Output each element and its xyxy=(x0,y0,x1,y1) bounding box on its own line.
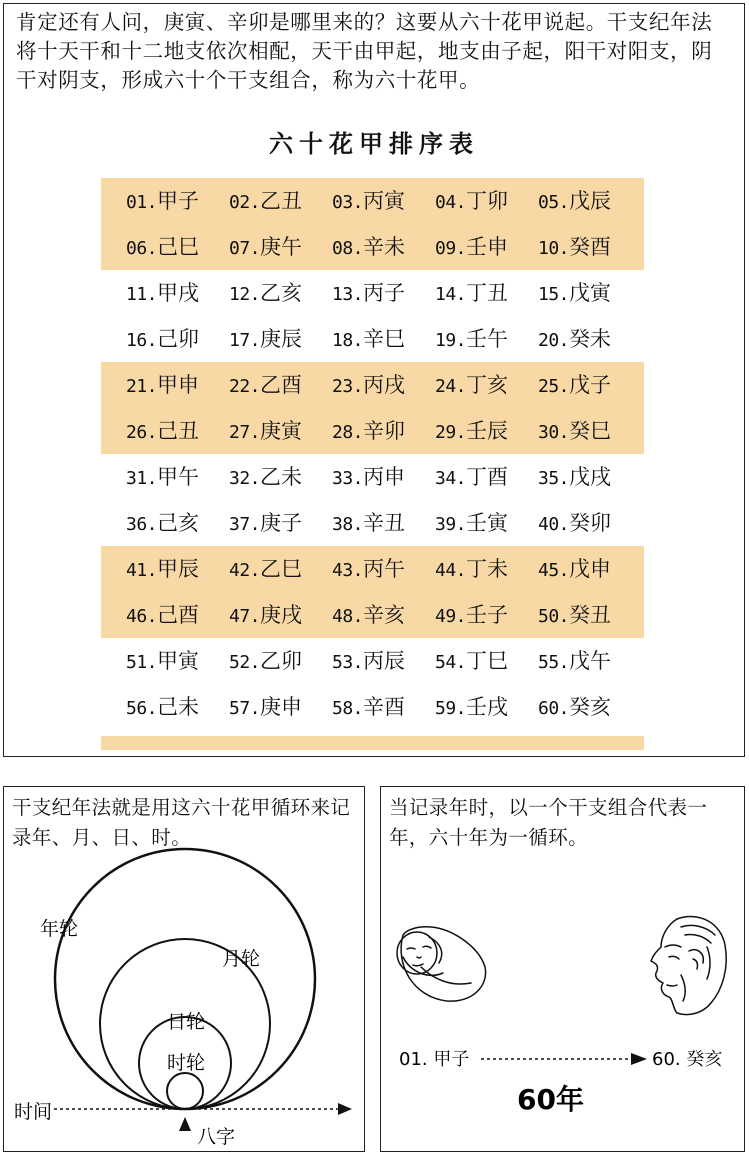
table-cell xyxy=(538,362,611,408)
cell-name: 庚午 xyxy=(260,235,303,259)
cell-name: 辛丑 xyxy=(363,511,406,535)
cell-number: 06. xyxy=(126,238,158,259)
cell-number: 20. xyxy=(538,330,570,351)
table-cell xyxy=(435,408,508,454)
cell-number: 43. xyxy=(332,560,364,581)
table-cell xyxy=(435,684,508,730)
wheels-diagram xyxy=(4,787,364,1151)
table-cell xyxy=(435,546,508,592)
cell-name: 甲子 xyxy=(157,189,200,213)
cell-name: 戊午 xyxy=(569,649,612,673)
wheels-panel xyxy=(3,786,365,1152)
cell-name: 戊申 xyxy=(569,557,612,581)
cell-name: 庚寅 xyxy=(260,419,303,443)
cell-number: 58. xyxy=(332,698,364,719)
shaded-band xyxy=(101,736,644,750)
cell-number: 38. xyxy=(332,514,364,535)
start-label: 01. 甲子 xyxy=(399,1049,470,1070)
cell-name: 甲戌 xyxy=(157,281,200,305)
cell-name: 癸亥 xyxy=(569,695,612,719)
baby-icon xyxy=(397,927,486,1001)
table-cell xyxy=(332,684,405,730)
cell-name: 癸卯 xyxy=(569,511,612,535)
cell-number: 44. xyxy=(435,560,467,581)
end-label: 60. 癸亥 xyxy=(652,1049,723,1070)
cell-name: 辛巳 xyxy=(363,327,406,351)
table-cell xyxy=(229,408,302,454)
cell-name: 癸未 xyxy=(569,327,612,351)
cell-name: 癸酉 xyxy=(569,235,612,259)
cell-number: 37. xyxy=(229,514,261,535)
table-cell xyxy=(435,178,508,224)
cell-number: 54. xyxy=(435,652,467,673)
month-wheel-label: 月轮 xyxy=(222,948,261,970)
table-cell xyxy=(538,270,611,316)
table-cell xyxy=(435,362,508,408)
table-cell xyxy=(435,316,508,362)
table-cell xyxy=(126,178,199,224)
cell-name: 辛未 xyxy=(363,235,406,259)
table-cell xyxy=(332,500,405,546)
cell-name: 癸巳 xyxy=(569,419,612,443)
cycle-panel-text: 当记录年时，以一个干支组合代表一年，六十年为一循环。 xyxy=(389,796,708,849)
table-cell xyxy=(332,224,405,270)
table-cell xyxy=(538,592,611,638)
cell-name: 壬寅 xyxy=(466,511,509,535)
cell-number: 41. xyxy=(126,560,158,581)
table-cell xyxy=(229,270,302,316)
table-cell xyxy=(126,454,199,500)
year-wheel-label: 年轮 xyxy=(40,918,79,940)
table-cell xyxy=(229,316,302,362)
table-cell xyxy=(126,500,199,546)
cell-number: 25. xyxy=(538,376,570,397)
cell-name: 丙申 xyxy=(363,465,406,489)
cell-name: 戊子 xyxy=(569,373,612,397)
intro-panel xyxy=(3,3,745,757)
table-cell xyxy=(538,316,611,362)
cell-number: 15. xyxy=(538,284,570,305)
table-cell xyxy=(126,592,199,638)
cell-number: 50. xyxy=(538,606,570,627)
cell-name: 庚子 xyxy=(260,511,303,535)
cell-name: 丁未 xyxy=(466,557,509,581)
cell-number: 34. xyxy=(435,468,467,489)
cell-number: 53. xyxy=(332,652,364,673)
cell-name: 丁巳 xyxy=(466,649,509,673)
cell-number: 55. xyxy=(538,652,570,673)
cell-name: 壬戌 xyxy=(466,695,509,719)
table-cell xyxy=(332,408,405,454)
cell-name: 乙巳 xyxy=(260,557,303,581)
table-cell xyxy=(538,454,611,500)
cell-name: 戊寅 xyxy=(569,281,612,305)
cell-number: 17. xyxy=(229,330,261,351)
cell-number: 39. xyxy=(435,514,467,535)
table-cell xyxy=(435,454,508,500)
table-cell xyxy=(538,500,611,546)
cell-number: 35. xyxy=(538,468,570,489)
cell-name: 戊辰 xyxy=(569,189,612,213)
table-cell xyxy=(435,638,508,684)
old-man-icon xyxy=(651,917,726,1015)
cell-number: 30. xyxy=(538,422,570,443)
cycle-arrow-icon xyxy=(631,1053,647,1065)
cell-name: 乙卯 xyxy=(260,649,303,673)
cell-name: 己巳 xyxy=(157,235,200,259)
cell-name: 乙酉 xyxy=(260,373,303,397)
cell-number: 05. xyxy=(538,192,570,213)
wheels-panel-text: 干支纪年法就是用这六十花甲循环来记录年、月、日、时。 xyxy=(12,796,351,849)
cell-number: 22. xyxy=(229,376,261,397)
cell-number: 28. xyxy=(332,422,364,443)
table-cell xyxy=(126,224,199,270)
cell-number: 12. xyxy=(229,284,261,305)
cell-number: 18. xyxy=(332,330,364,351)
cell-name: 乙丑 xyxy=(260,189,303,213)
cell-number: 45. xyxy=(538,560,570,581)
cell-name: 己未 xyxy=(157,695,200,719)
cell-number: 04. xyxy=(435,192,467,213)
table-cell xyxy=(538,684,611,730)
table-cell xyxy=(229,454,302,500)
cell-number: 29. xyxy=(435,422,467,443)
cell-name: 辛酉 xyxy=(363,695,406,719)
cell-name: 丙寅 xyxy=(363,189,406,213)
cell-number: 48. xyxy=(332,606,364,627)
table-cell xyxy=(229,546,302,592)
cell-number: 40. xyxy=(538,514,570,535)
cell-number: 07. xyxy=(229,238,261,259)
cell-number: 23. xyxy=(332,376,364,397)
table-cell xyxy=(126,684,199,730)
cell-number: 57. xyxy=(229,698,261,719)
cell-name: 壬辰 xyxy=(466,419,509,443)
table-cell xyxy=(126,638,199,684)
cell-name: 甲辰 xyxy=(157,557,200,581)
intro-text: 肯定还有人问，庚寅、辛卯是哪里来的？这要从六十花甲说起。干支纪年法将十天干和十二地支依次相配，天干由甲起，地支由子起，阳干对阳支，阴干对阴支，形成六十个干支组合，称为六十花甲。 xyxy=(16,10,713,92)
table-cell xyxy=(538,408,611,454)
day-wheel-label: 日轮 xyxy=(167,1011,206,1033)
cell-number: 51. xyxy=(126,652,158,673)
table-cell xyxy=(332,178,405,224)
cell-name: 丁酉 xyxy=(466,465,509,489)
cell-number: 59. xyxy=(435,698,467,719)
cell-name: 壬午 xyxy=(466,327,509,351)
cell-name: 辛亥 xyxy=(363,603,406,627)
cell-name: 丁丑 xyxy=(466,281,509,305)
cell-name: 庚辰 xyxy=(260,327,303,351)
cycle-diagram xyxy=(381,787,744,1151)
hour-wheel-label: 时轮 xyxy=(167,1052,206,1074)
cell-number: 42. xyxy=(229,560,261,581)
cell-number: 08. xyxy=(332,238,364,259)
cell-number: 26. xyxy=(126,422,158,443)
cell-number: 31. xyxy=(126,468,158,489)
cell-name: 甲午 xyxy=(157,465,200,489)
table-cell xyxy=(229,224,302,270)
table-cell xyxy=(332,270,405,316)
cell-name: 丙戌 xyxy=(363,373,406,397)
cell-number: 16. xyxy=(126,330,158,351)
cell-name: 甲申 xyxy=(157,373,200,397)
table-title: 六十花甲排序表 xyxy=(269,129,479,158)
cell-number: 03. xyxy=(332,192,364,213)
cell-number: 01. xyxy=(126,192,158,213)
cell-number: 49. xyxy=(435,606,467,627)
cell-name: 癸丑 xyxy=(569,603,612,627)
cell-name: 丙辰 xyxy=(363,649,406,673)
cell-number: 21. xyxy=(126,376,158,397)
cell-number: 14. xyxy=(435,284,467,305)
table-cell xyxy=(229,178,302,224)
cell-number: 19. xyxy=(435,330,467,351)
cell-name: 丙午 xyxy=(363,557,406,581)
table-cell xyxy=(126,270,199,316)
time-label: 时间 xyxy=(14,1101,53,1123)
cell-number: 52. xyxy=(229,652,261,673)
cell-number: 27. xyxy=(229,422,261,443)
table-cell xyxy=(332,316,405,362)
cell-name: 己酉 xyxy=(157,603,200,627)
cell-number: 33. xyxy=(332,468,364,489)
cell-name: 己卯 xyxy=(157,327,200,351)
cell-name: 庚戌 xyxy=(260,603,303,627)
cell-number: 09. xyxy=(435,238,467,259)
cell-name: 戊戌 xyxy=(569,465,612,489)
cell-number: 36. xyxy=(126,514,158,535)
cell-name: 壬子 xyxy=(466,603,509,627)
table-cell xyxy=(435,592,508,638)
table-cell xyxy=(126,546,199,592)
cell-name: 辛卯 xyxy=(363,419,406,443)
table-cell xyxy=(538,178,611,224)
table-cell xyxy=(332,362,405,408)
cell-number: 32. xyxy=(229,468,261,489)
cell-number: 24. xyxy=(435,376,467,397)
span-label: 60年 xyxy=(517,1083,584,1116)
cell-name: 丁亥 xyxy=(466,373,509,397)
table-cell xyxy=(435,270,508,316)
cell-name: 壬申 xyxy=(466,235,509,259)
cycle-panel xyxy=(380,786,745,1152)
cell-name: 丙子 xyxy=(363,281,406,305)
cell-name: 丁卯 xyxy=(466,189,509,213)
table-cell xyxy=(126,362,199,408)
cell-number: 13. xyxy=(332,284,364,305)
cell-number: 60. xyxy=(538,698,570,719)
table-cell xyxy=(332,592,405,638)
table-cell xyxy=(435,224,508,270)
table-cell xyxy=(229,684,302,730)
cell-number: 11. xyxy=(126,284,158,305)
cell-number: 02. xyxy=(229,192,261,213)
table-cell xyxy=(435,500,508,546)
cell-number: 56. xyxy=(126,698,158,719)
hour-wheel-circle xyxy=(167,1073,203,1109)
cell-name: 己亥 xyxy=(157,511,200,535)
bazi-label: 八字 xyxy=(197,1126,236,1148)
bazi-pointer-icon xyxy=(179,1117,191,1131)
cell-number: 46. xyxy=(126,606,158,627)
table-cell xyxy=(126,408,199,454)
table-cell xyxy=(229,638,302,684)
cell-name: 乙亥 xyxy=(260,281,303,305)
table-cell xyxy=(332,546,405,592)
table-cell xyxy=(126,316,199,362)
table-cell xyxy=(538,546,611,592)
time-arrow-icon xyxy=(338,1103,352,1115)
table-cell xyxy=(332,454,405,500)
cell-name: 乙未 xyxy=(260,465,303,489)
cell-number: 10. xyxy=(538,238,570,259)
table-cell xyxy=(229,500,302,546)
cell-name: 己丑 xyxy=(157,419,200,443)
cell-name: 甲寅 xyxy=(157,649,200,673)
table-cell xyxy=(538,224,611,270)
table-cell xyxy=(229,362,302,408)
cell-name: 庚申 xyxy=(260,695,303,719)
table-cell xyxy=(332,638,405,684)
table-cell xyxy=(538,638,611,684)
cell-number: 47. xyxy=(229,606,261,627)
table-cell xyxy=(229,592,302,638)
